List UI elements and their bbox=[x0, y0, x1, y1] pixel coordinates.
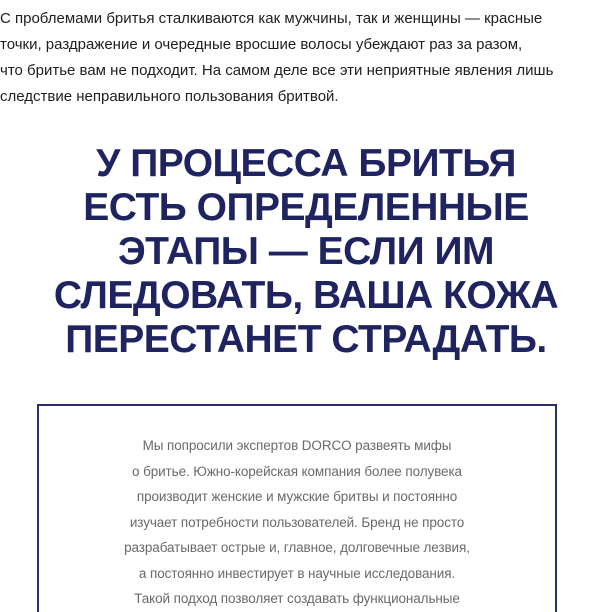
headline-line: ЭТАПЫ — ЕСЛИ ИМ bbox=[117, 230, 495, 273]
intro-line: точки, раздражение и очередные вросшие волосы убеждают раз за разом, bbox=[0, 36, 523, 53]
quote-line: Мы попросили экспертов DORCO развеять мифы bbox=[142, 438, 452, 453]
quote-line: разрабатывает острые и, главное, долговечные лезвия, bbox=[124, 540, 470, 555]
headline-line: У ПРОЦЕССА БРИТЬЯ bbox=[96, 142, 516, 185]
intro-paragraph bbox=[0, 6, 606, 110]
article-headline bbox=[0, 142, 612, 362]
quote-text bbox=[39, 433, 555, 612]
intro-line: следствие неправильного пользования бритвой. bbox=[0, 88, 339, 105]
quote-line: а постоянно инвестирует в научные исследования. bbox=[138, 565, 456, 581]
intro-line: С проблемами бритья сталкиваются как мужчины, так и женщины — красные bbox=[0, 10, 543, 27]
quote-line: производит женские и мужские бритвы и постоянно bbox=[136, 489, 458, 504]
intro-line: что бритье вам не подходит. На самом деле все эти неприятные явления лишь bbox=[0, 62, 554, 79]
quote-line: изучает потребности пользователей. Бренд не просто bbox=[129, 514, 465, 530]
headline-line: ПЕРЕСТАНЕТ СТРАДАТЬ. bbox=[65, 318, 547, 361]
quote-box bbox=[37, 404, 557, 612]
headline-line: ЕСТЬ ОПРЕДЕЛЕННЫЕ bbox=[83, 186, 529, 229]
quote-line: о бритье. Южно-корейская компания более полувека bbox=[132, 463, 462, 479]
quote-line: Такой подход позволяет создавать функциональные bbox=[134, 591, 460, 606]
headline-line: СЛЕДОВАТЬ, ВАША КОЖА bbox=[53, 274, 559, 317]
